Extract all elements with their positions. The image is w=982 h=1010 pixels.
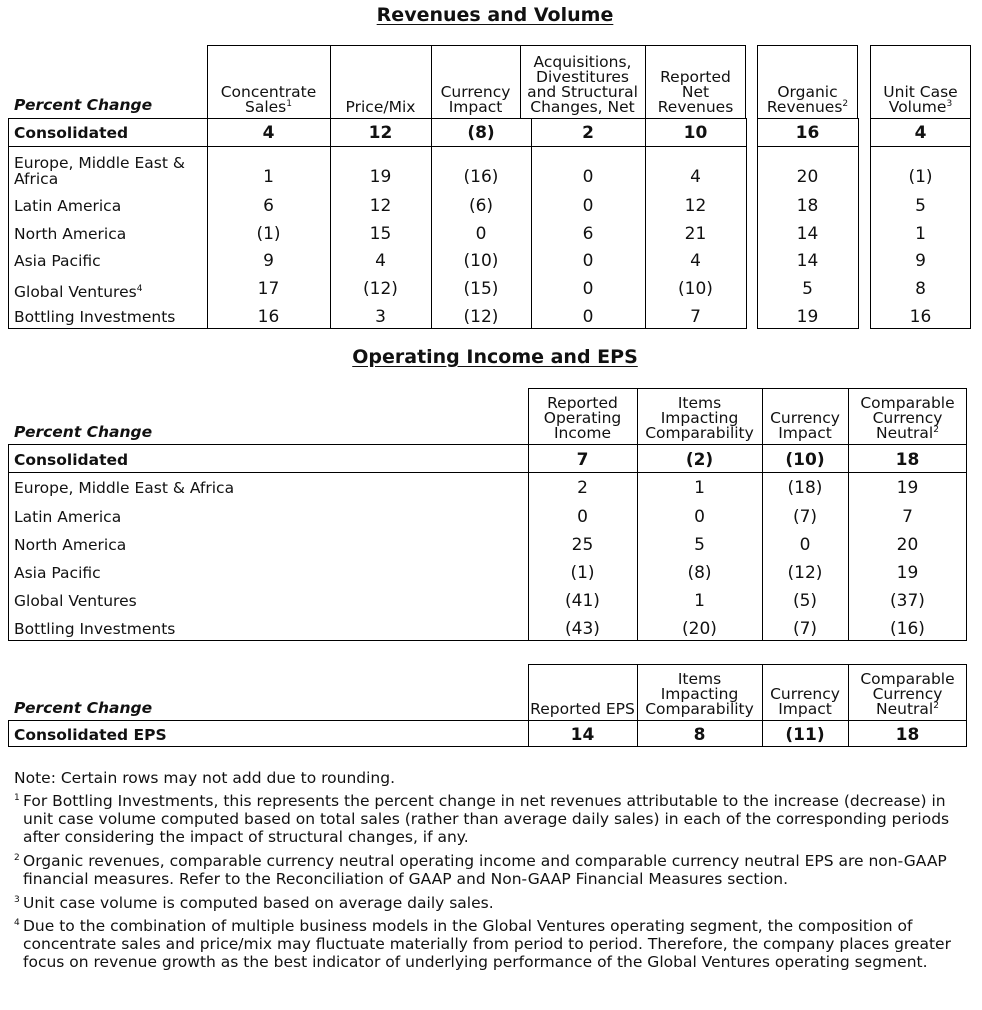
value-cell: 18	[796, 196, 819, 216]
value-cell: 16	[795, 123, 820, 143]
value-cell: 3	[375, 307, 386, 327]
footnote-text: Unit case volume is computed based on average daily sales.	[23, 894, 494, 912]
eps-col-header-1: Reported EPS	[530, 700, 635, 718]
row-label: Asia Pacific	[14, 252, 101, 270]
oi-body-box	[8, 472, 967, 641]
value-cell: (8)	[687, 563, 712, 583]
footnote-marker: 4	[14, 918, 20, 928]
row-label: Consolidated	[14, 124, 129, 142]
value-cell: 7	[902, 507, 913, 527]
value-cell: 1	[915, 224, 926, 244]
value-cell: (43)	[565, 619, 600, 639]
value-cell: (10)	[463, 251, 499, 271]
value-cell: (37)	[890, 591, 925, 611]
rounding-note: Note: Certain rows may not add due to rounding.	[14, 769, 396, 787]
footnote-4	[14, 917, 974, 971]
value-cell: 14	[570, 725, 595, 745]
value-cell: 9	[263, 251, 274, 271]
row-label: Consolidated	[14, 451, 129, 469]
value-cell: 0	[475, 224, 487, 244]
row-label: Global Ventures$^4$	[14, 283, 143, 302]
rev-col-header-4: Acquisitions, Divestitures and Structural Changes, Net	[527, 53, 638, 116]
row-label: Latin America	[14, 197, 122, 215]
value-cell: (7)	[792, 619, 818, 639]
rev-col-header-6: Organic Revenues$^2$	[766, 83, 849, 116]
value-cell: 0	[582, 167, 594, 187]
value-cell: 4	[914, 123, 927, 143]
row-label: Europe, Middle East & Africa	[14, 479, 235, 497]
value-cell: 21	[684, 224, 707, 244]
value-cell: (16)	[463, 167, 499, 187]
value-cell: (41)	[565, 591, 600, 611]
value-cell: 5	[802, 279, 813, 299]
value-cell: 12	[368, 123, 393, 143]
eps-col-header-3: Currency Impact	[770, 685, 840, 718]
value-cell: 0	[694, 507, 705, 527]
value-cell: 20	[896, 535, 919, 555]
value-cell: 6	[582, 224, 594, 244]
value-cell: (5)	[792, 591, 818, 611]
footnote-1	[14, 792, 974, 846]
value-cell: 0	[582, 279, 594, 299]
value-cell: 4	[262, 123, 275, 143]
footnote-marker: 1	[286, 98, 292, 109]
footnote-marker: 3	[946, 98, 953, 109]
value-cell: 20	[796, 167, 819, 187]
column-divider	[746, 118, 747, 329]
percent-change-label: Percent Change	[14, 96, 153, 114]
value-cell: (15)	[463, 279, 499, 299]
value-cell: 0	[582, 251, 594, 271]
value-cell: (10)	[678, 279, 713, 299]
footnote-marker: 2	[933, 700, 939, 711]
value-cell: 7	[690, 307, 701, 327]
revenues-volume-title: Revenues and Volume	[376, 4, 614, 26]
row-label: Consolidated EPS	[14, 726, 167, 744]
value-cell: 4	[375, 251, 386, 271]
value-cell: (10)	[785, 450, 825, 470]
value-cell: (12)	[363, 279, 398, 299]
value-cell: (12)	[463, 307, 499, 327]
footnote-marker: 2	[933, 424, 939, 435]
value-cell: (1)	[570, 563, 595, 583]
footnote-text: Due to the combination of multiple business models in the Global Ventures operating segment, the composition of concentrate sales and price/mix may fluctuate materially from period to period. Therefore, the company places greater focus on revenue growth as the best indicator of underlying performance of the Global Ventures operating segment.	[23, 917, 951, 971]
value-cell: 19	[369, 167, 392, 187]
value-cell: 16	[257, 307, 280, 327]
eps-col-header-2: Items Impacting Comparability	[645, 670, 754, 718]
value-cell: 16	[909, 307, 932, 327]
oi-col-header-3: Currency Impact	[770, 409, 840, 442]
footnote-2	[14, 852, 974, 888]
row-label: North America	[14, 225, 127, 243]
value-cell: (2)	[685, 450, 714, 470]
value-cell: 1	[694, 591, 705, 611]
row-label: Asia Pacific	[14, 564, 101, 582]
value-cell: (12)	[787, 563, 823, 583]
column-divider	[858, 118, 859, 329]
value-cell: 1	[263, 167, 274, 187]
value-cell: 7	[576, 450, 589, 470]
row-label: Latin America	[14, 508, 122, 526]
percent-change-label: Percent Change	[14, 423, 153, 441]
rev-col-header-2: Price/Mix	[345, 98, 416, 116]
value-cell: 0	[582, 196, 594, 216]
value-cell: 4	[690, 167, 701, 187]
row-label: North America	[14, 536, 127, 554]
percent-change-label: Percent Change	[14, 699, 153, 717]
value-cell: (20)	[682, 619, 717, 639]
value-cell: 2	[582, 123, 594, 143]
value-cell: 12	[369, 196, 392, 216]
rev-col-header-5: Reported Net Revenues	[657, 68, 734, 116]
value-cell: (7)	[792, 507, 818, 527]
footnote-marker: 2	[14, 853, 20, 863]
oi-col-header-1: Reported Operating Income	[543, 394, 622, 442]
value-cell: (11)	[785, 725, 825, 745]
value-cell: 14	[796, 224, 819, 244]
value-cell: 10	[683, 123, 708, 143]
value-cell: (1)	[256, 224, 281, 244]
operating-income-eps-title: Operating Income and EPS	[352, 346, 638, 368]
value-cell: 12	[684, 196, 707, 216]
footnote-marker: 3	[14, 895, 20, 905]
row-label: Bottling Investments	[14, 620, 176, 638]
value-cell: 18	[895, 450, 920, 470]
oi-col-header-4: Comparable Currency Neutral$^2$	[860, 394, 955, 442]
footnote-marker: 2	[842, 98, 849, 109]
footnote-marker: 1	[14, 793, 20, 803]
value-cell: 8	[915, 279, 926, 299]
value-cell: 9	[915, 251, 926, 271]
row-label: Global Ventures	[14, 592, 137, 610]
oi-col-header-2: Items Impacting Comparability	[645, 394, 754, 442]
rev-gap-2	[858, 118, 870, 329]
value-cell: 1	[694, 478, 705, 498]
value-cell: (1)	[908, 167, 933, 187]
value-cell: 2	[577, 478, 588, 498]
value-cell: 0	[799, 535, 811, 555]
value-cell: 17	[257, 279, 280, 299]
row-label: Bottling Investments	[14, 308, 176, 326]
value-cell: (16)	[890, 619, 925, 639]
value-cell: 8	[693, 725, 706, 745]
value-cell: 6	[263, 196, 274, 216]
footnote-text: For Bottling Investments, this represents the percent change in net revenues attributable to the increase (decrease) in unit case volume computed based on total sales (rather than average daily sales) in each of the corresponding periods after considering the impact of structural changes, if any.	[23, 792, 950, 846]
footnote-text: Organic revenues, comparable currency neutral operating income and comparable currency neutral EPS are non-GAAP financial measures. Refer to the Reconciliation of GAAP and Non-GAAP Financial Measures section.	[23, 852, 947, 888]
value-cell: (8)	[467, 123, 495, 143]
value-cell: 0	[582, 307, 594, 327]
value-cell: 19	[896, 478, 919, 498]
value-cell: 19	[896, 563, 919, 583]
value-cell: 19	[796, 307, 819, 327]
eps-col-header-4: Comparable Currency Neutral$^2$	[860, 670, 955, 718]
footnote-3	[14, 894, 974, 912]
value-cell: (6)	[468, 196, 494, 216]
rev-col-header-1: Concentrate Sales$^1$	[220, 83, 317, 116]
value-cell: 4	[690, 251, 701, 271]
value-cell: (18)	[787, 478, 823, 498]
footnote-marker: 4	[136, 284, 143, 294]
value-cell: 5	[915, 196, 926, 216]
value-cell: 5	[694, 535, 705, 555]
rev-col-header-3: Currency Impact	[440, 83, 511, 116]
value-cell: 0	[577, 507, 588, 527]
rev-col-header-7: Unit Case Volume$^3$	[883, 83, 958, 116]
rev-gap-1	[746, 118, 757, 329]
value-cell: 15	[369, 224, 392, 244]
row-label: Europe, Middle East & Africa	[14, 154, 185, 188]
value-cell: 18	[895, 725, 920, 745]
value-cell: 25	[571, 535, 594, 555]
value-cell: 14	[796, 251, 819, 271]
